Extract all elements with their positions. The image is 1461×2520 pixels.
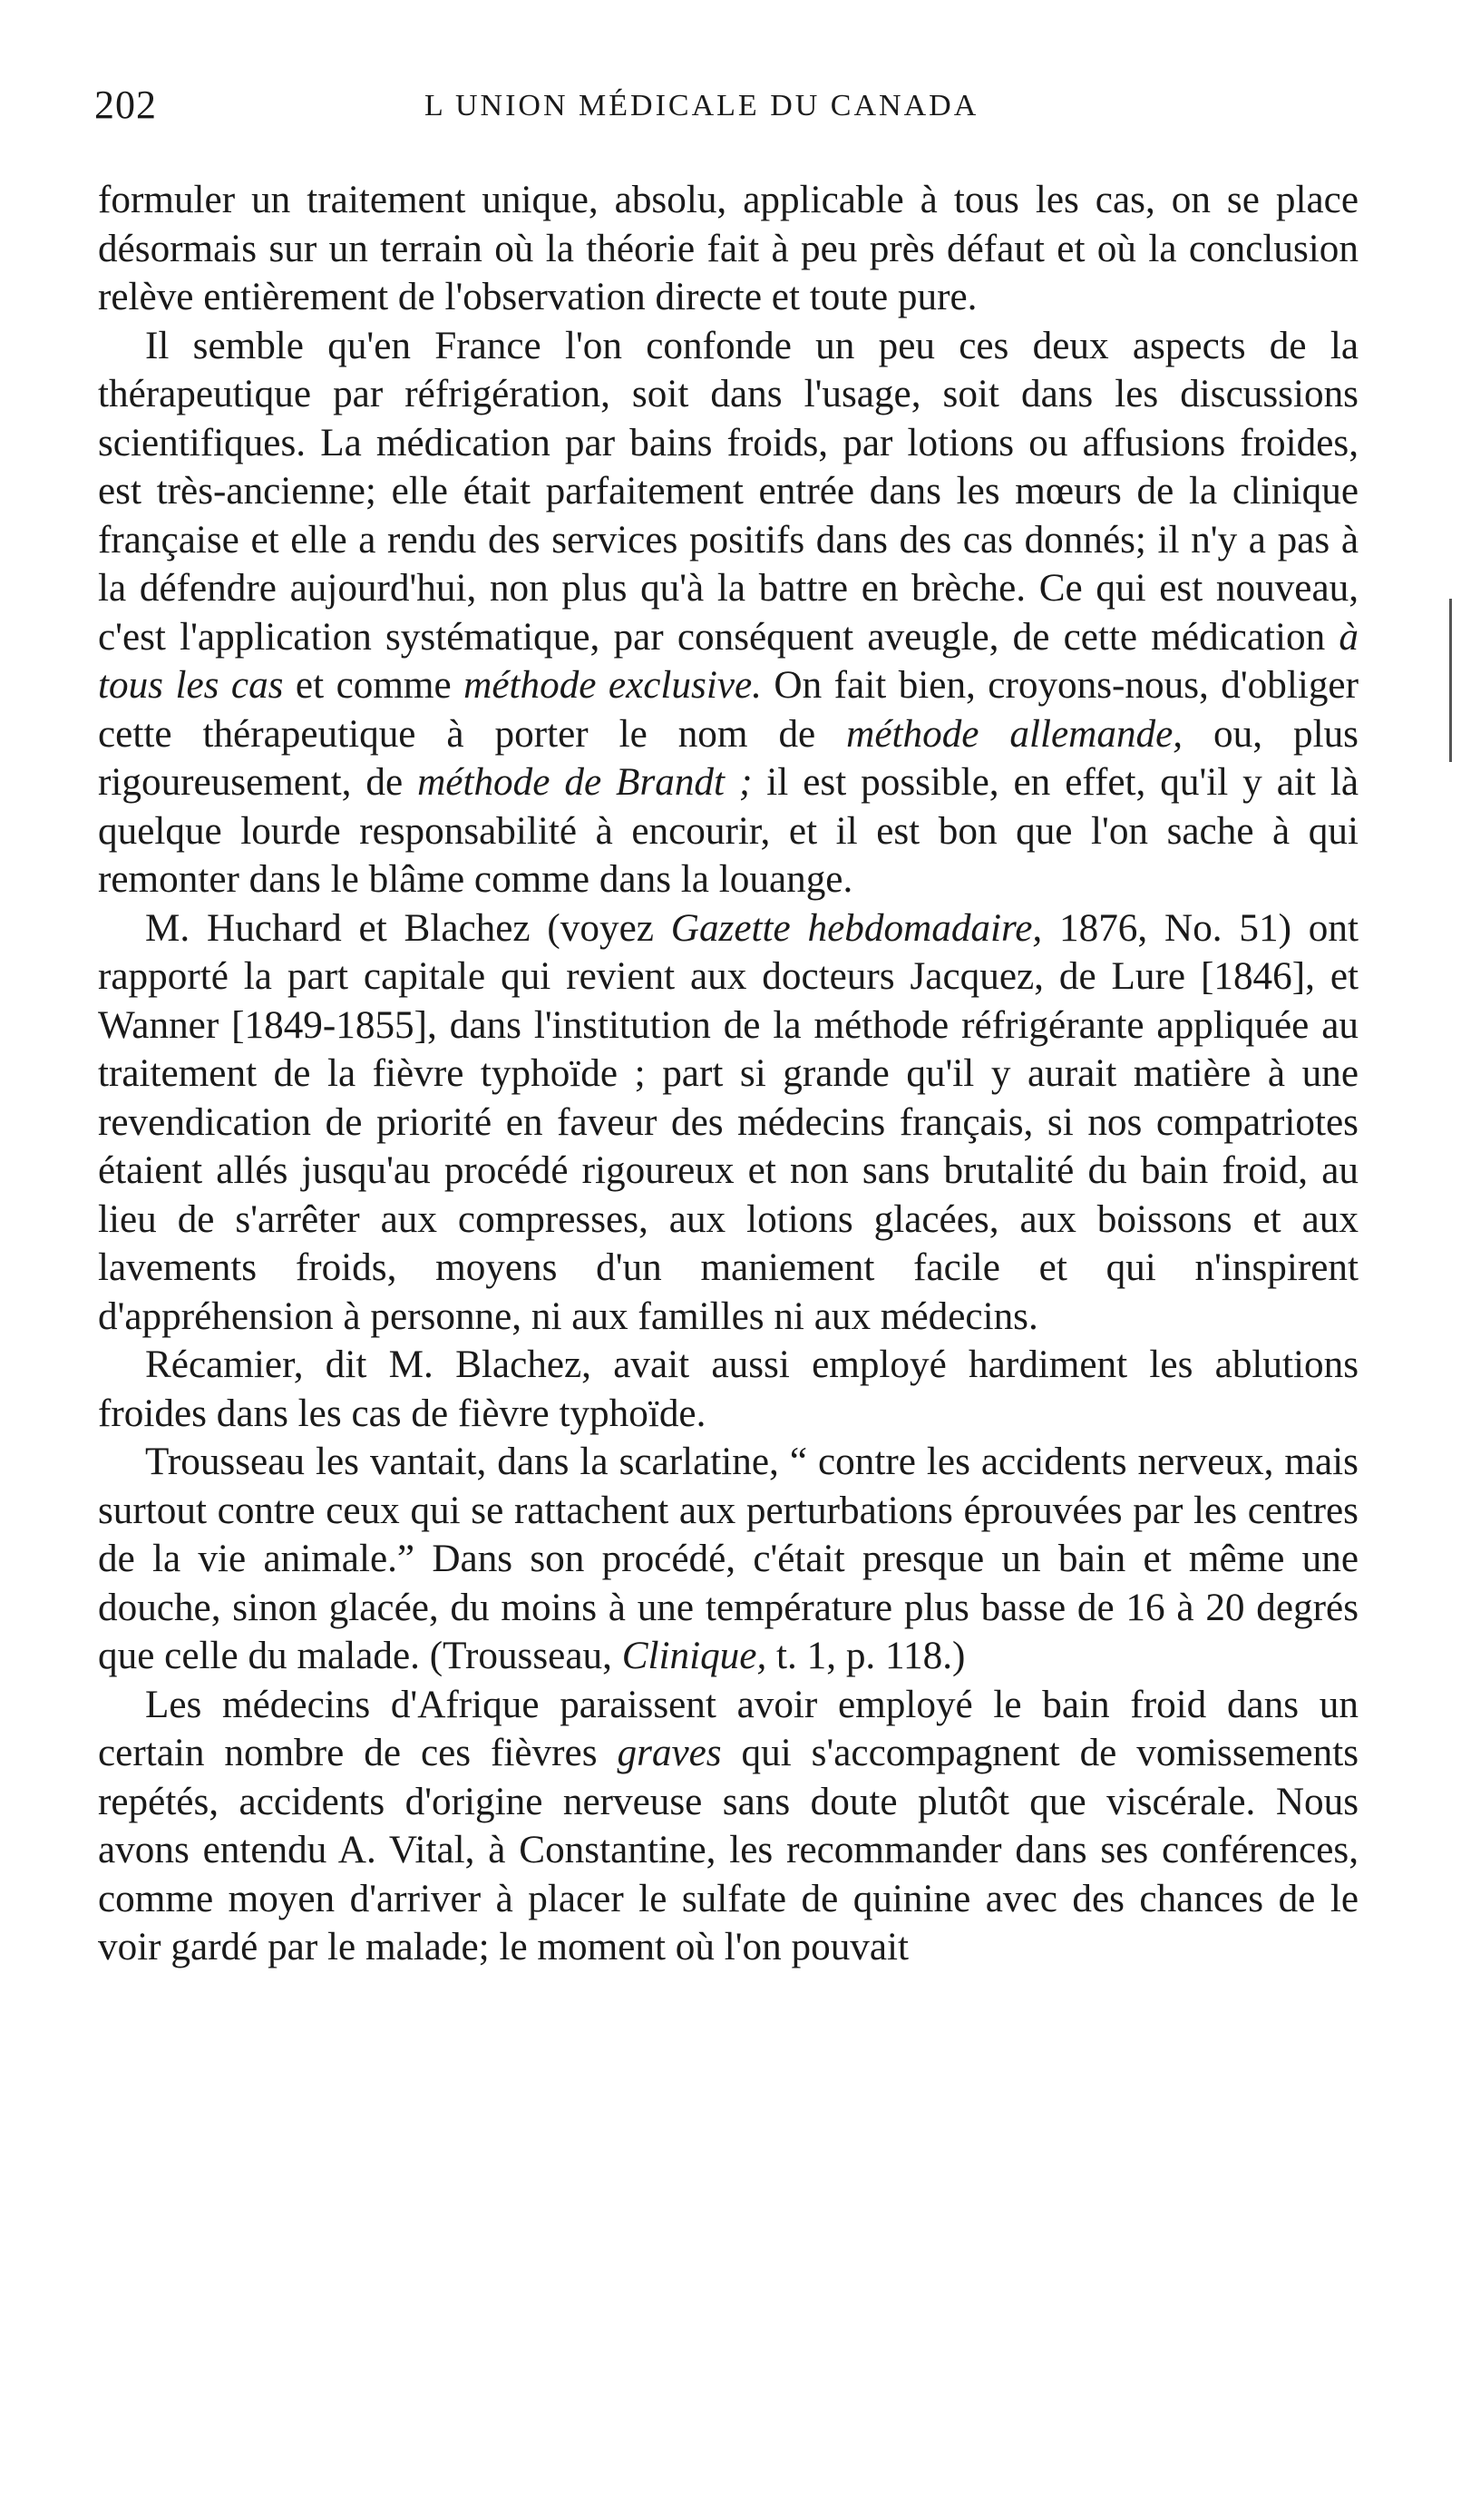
- paragraph: [98, 1681, 1359, 1972]
- paragraph: [98, 904, 1359, 1342]
- text-run: formuler un traitement unique, absolu, applicable à tous les cas, on se place désormais sur un terrain où la théorie fait à peu près défaut et où la conclusion relève entièrement de l'observation directe et toute pure.: [98, 179, 1359, 318]
- italic-text: à tous les cas: [98, 615, 1359, 707]
- text-run: ou, plus rigoureusement, de: [98, 712, 1359, 804]
- italic-text: méthode de Brandt ;: [417, 761, 753, 804]
- text-run: Récamier, dit M. Blachez, avait aussi employé hardiment les ablutions froides dans les cas de fièvre typhoïde.: [98, 1343, 1359, 1435]
- running-head: [94, 82, 1359, 136]
- paragraph: [98, 1341, 1359, 1438]
- italic-text: graves: [617, 1732, 722, 1774]
- text-run: On fait bien, croyons-nous, d'obliger cette thérapeutique à porter le nom de: [98, 664, 1359, 756]
- italic-text: Clinique,: [621, 1635, 767, 1677]
- text-run: M. Huchard et Blachez (voyez: [145, 906, 671, 950]
- text-run: t. 1, p. 118.): [766, 1635, 966, 1677]
- text-run: Il semble qu'en France l'on confonde un peu ces deux aspects de la thérapeutique par réfrigération, soit dans l'usage, soit dans les discussions scientifiques. La médication par bains froids, par lotions ou affusions froides, est très-ancienne; elle était parfaitement entrée dans les mœurs de la clinique française et elle a rendu des services positifs dans des cas donnés; il n'y a pas à la défendre aujourd'hui, non plus qu'à la battre en brèche. Ce qui est nouveau, c'est l'application systématique, par conséquent aveugle, de cette médication: [98, 324, 1359, 659]
- italic-text: Gazette hebdomadaire,: [670, 906, 1043, 950]
- paragraph: [98, 176, 1359, 322]
- page: [94, 82, 1359, 1972]
- text-run: Trousseau les vantait, dans la scarlatine, “ contre les accidents nerveux, mais surtout contre ceux qui se rattachent aux perturbations éprouvées par les centres de la vie animale.” Dans son procédé, c'était presque un bain et même une douche, sinon glacée, du moins à une température plus basse de 16 à 20 degrés que celle du malade. (Trousseau,: [98, 1441, 1359, 1677]
- text-run: 1876, No. 51) ont rapporté la part capitale qui revient aux docteurs Jacquez, de Lure [1846], et Wanner [1849-1855], dans l'institution de la méthode réfrigérante appliquée au traitement de la fièvre typhoïde ; part si grande qu'il y aurait matière à une revendication de priorité en faveur des médecins français, si nos compatriotes étaient allés jusqu'au procédé rigoureux et non sans brutalité du bain froid, au lieu de s'arrêter aux compresses, aux lotions glacées, aux boissons et aux lavements froids, moyens d'un maniement facile et qui n'inspirent d'appréhension à personne, ni aux familles ni aux médecins.: [98, 906, 1359, 1338]
- page-number: 202: [94, 83, 157, 127]
- text-run: qui s'accompagnent de vomissements repétés, accidents d'origine nerveuse sans doute plutôt que viscérale. Nous avons entendu A. Vital, à Constantine, les recommander dans ses conférences, comme moyen d'arriver à placer le sulfate de quinine avec des chances de le voir gardé par le malade; le moment où l'on pouvait: [98, 1732, 1359, 1968]
- journal-title: L UNION MÉDICALE DU CANADA: [424, 89, 979, 122]
- paragraph: [98, 1438, 1359, 1681]
- text-run: Les médecins d'Afrique paraissent avoir employé le bain froid dans un certain nombre de ces fièvres: [98, 1683, 1359, 1774]
- text-run: il est possible, en effet, qu'il y ait là quelque lourde responsabilité à encourir, et il est bon que l'on sache à qui remonter dans le blâme comme dans la louange.: [98, 761, 1359, 901]
- italic-text: méthode exclusive.: [463, 664, 762, 707]
- body-text: [98, 176, 1359, 1972]
- margin-mark: [1449, 599, 1452, 762]
- text-run: et comme: [283, 664, 464, 707]
- italic-text: méthode allemande,: [846, 712, 1183, 756]
- paragraph: [98, 322, 1359, 904]
